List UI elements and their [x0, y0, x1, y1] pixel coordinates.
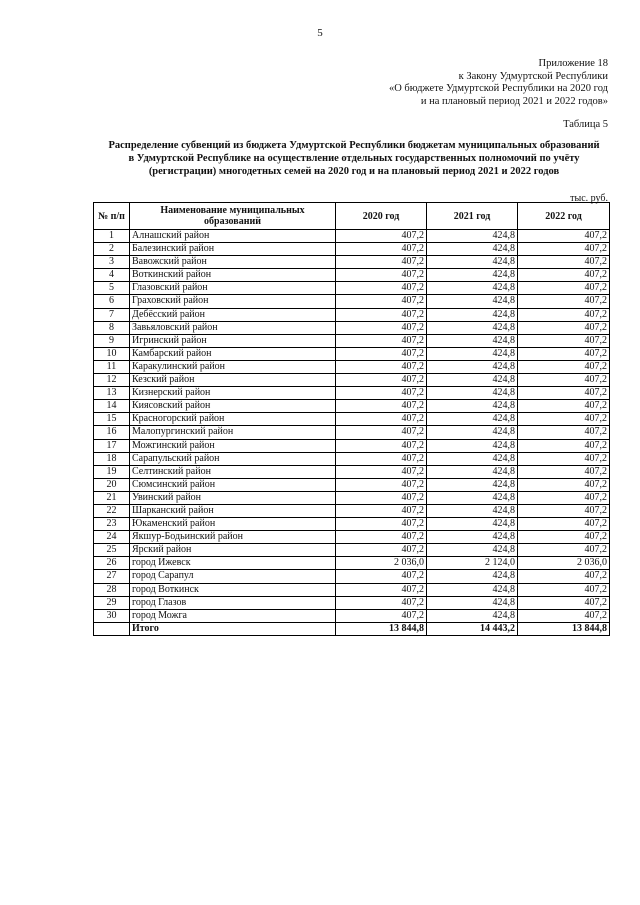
appendix-header [389, 58, 608, 108]
table-row [94, 504, 610, 517]
row-2021: 424,8 [427, 504, 518, 517]
row-2020: 407,2 [336, 321, 427, 334]
row-number: 4 [94, 269, 130, 282]
row-2020: 407,2 [336, 308, 427, 321]
row-2021: 424,8 [427, 230, 518, 243]
row-2022: 407,2 [518, 518, 610, 531]
row-2021: 424,8 [427, 583, 518, 596]
row-2022: 407,2 [518, 478, 610, 491]
row-2021: 424,8 [427, 282, 518, 295]
row-number: 6 [94, 295, 130, 308]
row-name: Глазовский район [130, 282, 336, 295]
row-2021: 424,8 [427, 400, 518, 413]
table-row [94, 282, 610, 295]
row-2022: 407,2 [518, 282, 610, 295]
row-2020: 407,2 [336, 531, 427, 544]
row-number: 3 [94, 256, 130, 269]
row-2020: 407,2 [336, 518, 427, 531]
row-2022: 407,2 [518, 347, 610, 360]
row-2022: 407,2 [518, 400, 610, 413]
row-2022: 407,2 [518, 504, 610, 517]
row-2021: 424,8 [427, 478, 518, 491]
row-2021: 424,8 [427, 387, 518, 400]
row-name: город Воткинск [130, 583, 336, 596]
row-2020: 407,2 [336, 478, 427, 491]
table-header-row [94, 203, 610, 230]
row-name: Каракулинский район [130, 360, 336, 373]
row-name: Красногорский район [130, 413, 336, 426]
row-2020: 407,2 [336, 504, 427, 517]
row-2022: 407,2 [518, 321, 610, 334]
row-name: Балезинский район [130, 243, 336, 256]
row-number: 18 [94, 452, 130, 465]
row-2020: 407,2 [336, 491, 427, 504]
row-number: 30 [94, 609, 130, 622]
row-name: Игринский район [130, 334, 336, 347]
row-name: город Можга [130, 609, 336, 622]
row-name: Воткинский район [130, 269, 336, 282]
row-2022: 407,2 [518, 243, 610, 256]
title-line: Распределение субвенций из бюджета Удмуртской Республики бюджетам муниципальных образований [108, 140, 600, 151]
total-2020: 13 844,8 [336, 622, 427, 635]
row-number: 19 [94, 465, 130, 478]
subsidies-table [93, 202, 610, 636]
row-2020: 407,2 [336, 544, 427, 557]
row-2021: 424,8 [427, 308, 518, 321]
row-2022: 407,2 [518, 387, 610, 400]
appendix-line: «О бюджете Удмуртской Республики на 2020 год [388, 83, 608, 94]
table-row [94, 426, 610, 439]
row-name: Завьяловский район [130, 321, 336, 334]
row-2020: 407,2 [336, 609, 427, 622]
row-number: 21 [94, 491, 130, 504]
row-2022: 407,2 [518, 374, 610, 387]
row-2021: 424,8 [427, 413, 518, 426]
row-name: Увинский район [130, 491, 336, 504]
row-number: 8 [94, 321, 130, 334]
table-row [94, 347, 610, 360]
table-row [94, 334, 610, 347]
row-2022: 2 036,0 [518, 557, 610, 570]
table-row [94, 452, 610, 465]
row-number: 20 [94, 478, 130, 491]
row-2021: 424,8 [427, 570, 518, 583]
row-2022: 407,2 [518, 269, 610, 282]
row-2020: 407,2 [336, 282, 427, 295]
row-2020: 407,2 [336, 269, 427, 282]
row-number: 27 [94, 570, 130, 583]
row-2020: 407,2 [336, 400, 427, 413]
row-number: 7 [94, 308, 130, 321]
row-2022: 407,2 [518, 334, 610, 347]
appendix-line: и на плановый период 2021 и 2022 годов» [420, 95, 608, 107]
row-2020: 407,2 [336, 347, 427, 360]
table-row [94, 308, 610, 321]
row-number: 2 [94, 243, 130, 256]
row-name: Шарканский район [130, 504, 336, 517]
row-number: 13 [94, 387, 130, 400]
row-number: 11 [94, 360, 130, 373]
row-2021: 424,8 [427, 452, 518, 465]
row-2020: 407,2 [336, 230, 427, 243]
row-name: Граховский район [130, 295, 336, 308]
row-name: Можгинский район [130, 439, 336, 452]
table-row [94, 360, 610, 373]
row-number: 16 [94, 426, 130, 439]
table-row [94, 243, 610, 256]
appendix-line: к Закону Удмуртской Республики [458, 70, 608, 82]
row-2021: 424,8 [427, 347, 518, 360]
row-number: 28 [94, 583, 130, 596]
row-2021: 424,8 [427, 426, 518, 439]
row-2022: 407,2 [518, 230, 610, 243]
row-2022: 407,2 [518, 491, 610, 504]
row-2021: 424,8 [427, 544, 518, 557]
table-label: Таблица 5 [563, 119, 608, 130]
row-2022: 407,2 [518, 413, 610, 426]
row-2022: 407,2 [518, 452, 610, 465]
row-2021: 424,8 [427, 465, 518, 478]
row-name: Кезский район [130, 374, 336, 387]
row-2020: 407,2 [336, 374, 427, 387]
row-2020: 407,2 [336, 570, 427, 583]
row-number: 5 [94, 282, 130, 295]
row-2022: 407,2 [518, 426, 610, 439]
row-number: 15 [94, 413, 130, 426]
row-2021: 424,8 [427, 269, 518, 282]
row-2021: 424,8 [427, 518, 518, 531]
row-2021: 424,8 [427, 491, 518, 504]
row-2022: 407,2 [518, 570, 610, 583]
row-2021: 424,8 [427, 374, 518, 387]
row-name: Селтинский район [130, 465, 336, 478]
row-number: 25 [94, 544, 130, 557]
table-row [94, 374, 610, 387]
row-2022: 407,2 [518, 531, 610, 544]
table-row [94, 557, 610, 570]
row-2021: 424,8 [427, 531, 518, 544]
row-number: 22 [94, 504, 130, 517]
table-row [94, 609, 610, 622]
row-number: 26 [94, 557, 130, 570]
header-2020: 2020 год [336, 203, 427, 230]
row-name: Юкаменский район [130, 518, 336, 531]
table-row [94, 518, 610, 531]
row-2020: 407,2 [336, 243, 427, 256]
row-2022: 407,2 [518, 609, 610, 622]
row-2021: 424,8 [427, 256, 518, 269]
row-2021: 2 124,0 [427, 557, 518, 570]
row-2020: 407,2 [336, 413, 427, 426]
row-2020: 407,2 [336, 256, 427, 269]
header-name: Наименование муниципальных образований [130, 203, 336, 230]
title-line: (регистрации) многодетных семей на 2020 год и на плановый период 2021 и 2022 годов [148, 166, 560, 177]
row-2022: 407,2 [518, 295, 610, 308]
row-name: Якшур-Бодьинский район [130, 531, 336, 544]
row-name: город Глазов [130, 596, 336, 609]
row-name: Малопургинский район [130, 426, 336, 439]
page-number: 5 [317, 27, 323, 39]
table-row [94, 570, 610, 583]
table-row [94, 295, 610, 308]
row-2020: 407,2 [336, 596, 427, 609]
row-number: 14 [94, 400, 130, 413]
table-row [94, 544, 610, 557]
total-row [94, 622, 610, 635]
row-name: Ярский район [130, 544, 336, 557]
row-name: Киясовский район [130, 400, 336, 413]
row-2021: 424,8 [427, 609, 518, 622]
row-number: 23 [94, 518, 130, 531]
table-row [94, 465, 610, 478]
row-name: Алнашский район [130, 230, 336, 243]
row-2021: 424,8 [427, 596, 518, 609]
row-2022: 407,2 [518, 465, 610, 478]
row-number: 10 [94, 347, 130, 360]
row-2022: 407,2 [518, 308, 610, 321]
table-row [94, 269, 610, 282]
row-2020: 407,2 [336, 465, 427, 478]
header-2022: 2022 год [518, 203, 610, 230]
row-2022: 407,2 [518, 583, 610, 596]
row-number: 1 [94, 230, 130, 243]
row-2020: 407,2 [336, 295, 427, 308]
row-2021: 424,8 [427, 321, 518, 334]
table-row [94, 400, 610, 413]
table-row [94, 478, 610, 491]
row-2020: 407,2 [336, 583, 427, 596]
row-number: 12 [94, 374, 130, 387]
row-number: 9 [94, 334, 130, 347]
row-number: 29 [94, 596, 130, 609]
row-name: Сюмсинский район [130, 478, 336, 491]
row-2022: 407,2 [518, 439, 610, 452]
row-name: Камбарский район [130, 347, 336, 360]
row-2022: 407,2 [518, 544, 610, 557]
row-name: город Сарапул [130, 570, 336, 583]
row-name: город Ижевск [130, 557, 336, 570]
table-row [94, 321, 610, 334]
row-2020: 2 036,0 [336, 557, 427, 570]
table-row [94, 491, 610, 504]
row-2020: 407,2 [336, 360, 427, 373]
table-row [94, 439, 610, 452]
table-row [94, 230, 610, 243]
row-2022: 407,2 [518, 360, 610, 373]
row-2021: 424,8 [427, 295, 518, 308]
row-2021: 424,8 [427, 360, 518, 373]
units-label: тыс. руб. [570, 193, 608, 204]
header-2021: 2021 год [427, 203, 518, 230]
total-number-cell [94, 622, 130, 635]
row-2020: 407,2 [336, 334, 427, 347]
table-row [94, 413, 610, 426]
row-name: Сарапульский район [130, 452, 336, 465]
row-number: 24 [94, 531, 130, 544]
table-row [94, 583, 610, 596]
row-number: 17 [94, 439, 130, 452]
row-name: Вавожский район [130, 256, 336, 269]
row-name: Кизнерский район [130, 387, 336, 400]
table-row [94, 596, 610, 609]
total-2022: 13 844,8 [518, 622, 610, 635]
table-row [94, 256, 610, 269]
row-2021: 424,8 [427, 334, 518, 347]
row-2021: 424,8 [427, 439, 518, 452]
total-label: Итого [130, 622, 336, 635]
document-title [90, 139, 618, 178]
row-2020: 407,2 [336, 387, 427, 400]
row-2022: 407,2 [518, 596, 610, 609]
row-2021: 424,8 [427, 243, 518, 256]
row-2020: 407,2 [336, 439, 427, 452]
row-name: Дебёсский район [130, 308, 336, 321]
table-row [94, 531, 610, 544]
table-row [94, 387, 610, 400]
row-2020: 407,2 [336, 452, 427, 465]
header-number: № п/п [94, 203, 130, 230]
row-2022: 407,2 [518, 256, 610, 269]
total-2021: 14 443,2 [427, 622, 518, 635]
row-2020: 407,2 [336, 426, 427, 439]
title-line: в Удмуртской Республике на осуществление отдельных государственных полномочий по учёту [128, 153, 580, 164]
appendix-line: Приложение 18 [538, 58, 608, 69]
